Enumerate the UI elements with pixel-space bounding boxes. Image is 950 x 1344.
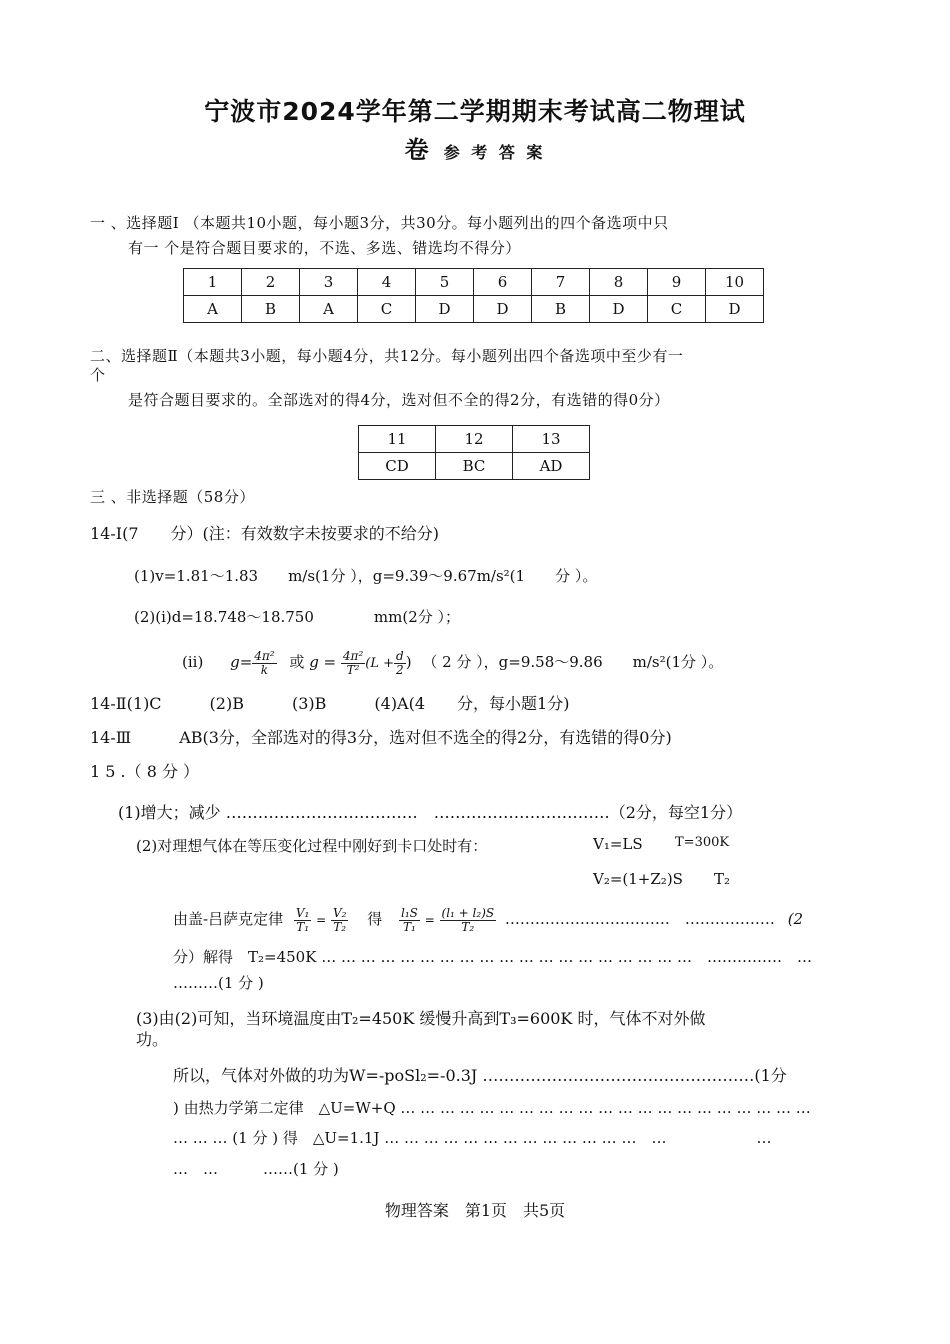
table-cell: 3 <box>300 269 358 296</box>
table-cell: D <box>590 296 648 323</box>
frac-numerator: 4π² <box>342 648 364 663</box>
table-cell: A <box>184 296 242 323</box>
formula-L: (L + <box>365 656 394 671</box>
q15-part2-v2: V₂=(1+Z₂)S <box>593 870 683 888</box>
frac-denominator: T₂ <box>333 919 347 934</box>
table-cell: C <box>358 296 416 323</box>
q15-part2-solve-score: ………(1 分 ) <box>173 974 264 992</box>
q15-part3-line4: ) 由热力学第二定律 △U=W+Q … … … … … … … … … … … … … … … … … … … … … <box>173 1099 811 1117</box>
frac-denominator: T₁ <box>403 919 416 934</box>
q14-1-heading: 14-I(7 分）(注：有效数字未按要求的不给分) <box>90 524 439 543</box>
section1-line1: 一 、选择题Ⅰ （本题共10小题，每小题3分，共30分。每小题列出的四个备选项中只 <box>90 214 669 232</box>
frac-numerator: l₁S <box>401 905 418 920</box>
section2-line2: 是符合题目要求的。全部选对的得4分，选对但不全的得2分，有选错的得0分） <box>128 391 670 409</box>
equals-sign: = <box>424 913 435 927</box>
fraction-4pi2-over-T2 <box>341 650 365 677</box>
q15-part2-law-line <box>173 898 803 941</box>
fraction-l1l2S-T2 <box>440 907 497 934</box>
table-cell: 13 <box>513 426 590 453</box>
q15-heading: 1 5 .（ 8 分 ） <box>90 762 200 781</box>
q15-part3-line3: 所以，气体对外做的功为W=-poSl₂=-0.3J ……………………………………………(1分 <box>173 1066 787 1085</box>
fraction-d-over-2 <box>394 650 406 677</box>
table-cell: B <box>242 296 300 323</box>
frac-denominator: T₂ <box>461 919 475 934</box>
subtitle-big-char: 卷 <box>404 136 429 164</box>
q14-2: 14-Ⅱ(1)C (2)B (3)B (4)A(4 分，每小题1分) <box>90 694 570 713</box>
frac-numerator: 4π² <box>254 648 275 663</box>
q14-1-ii-label: (ii) <box>182 653 204 671</box>
table-row-answers <box>184 296 764 323</box>
fraction-l1S-T1 <box>399 907 420 934</box>
subtitle-rest: 参 考 答 案 <box>443 143 546 162</box>
section2-line1: 二、选择题Ⅱ（本题共3小题，每小题4分，共12分。每小题列出四个备选项中至少有一 <box>90 347 684 365</box>
q14-3: 14-Ⅲ AB(3分，全部选对的得3分，选对但不选全的得2分，有选错的得0分) <box>90 728 672 747</box>
q15-part2-v1: V₁=LS <box>593 835 643 853</box>
q15-part3-line1: (3)由(2)可知，当环境温度由T₂=450K 缓慢升高到T₃=600K 时，气体不对外做 <box>136 1009 706 1028</box>
q14-1-ii-rest: （ 2 分 ），g=9.58～9.86 m/s²(1分 ）。 <box>422 653 724 671</box>
table-cell: 2 <box>242 269 300 296</box>
q15-part2-line1: (2)对理想气体在等压变化过程中刚好到卡口处时有： <box>136 837 488 855</box>
table-cell: D <box>416 296 474 323</box>
page-title: 宁波市2024学年第二学期期末考试高二物理试 <box>204 97 746 126</box>
table-cell: D <box>474 296 532 323</box>
table-cell: 10 <box>706 269 764 296</box>
q15-part3-line6: … … ……(1 分 ) <box>173 1160 339 1178</box>
table-cell: 5 <box>416 269 474 296</box>
law-label: 由盖-吕萨克定律 <box>173 910 284 928</box>
section1-line2: 有一 个是符合题目要求的，不选、多选、错选均不得分） <box>128 239 521 257</box>
law-score: (2 <box>787 910 804 928</box>
formula-g2: g = <box>309 653 337 671</box>
frac-numerator: d <box>396 648 404 663</box>
frac-denominator: k <box>260 662 269 677</box>
table-row-numbers <box>359 426 590 453</box>
fraction-V2-T2 <box>331 907 348 934</box>
table-cell: 8 <box>590 269 648 296</box>
table-cell: 12 <box>436 426 513 453</box>
table-cell: 11 <box>359 426 436 453</box>
table-cell: D <box>706 296 764 323</box>
table-row-numbers <box>184 269 764 296</box>
table-cell: B <box>532 296 590 323</box>
section3-heading: 三 、非选择题（58分） <box>90 488 255 506</box>
table-cell: 9 <box>648 269 706 296</box>
q15-part2-t2: T₂ <box>714 870 731 888</box>
frac-numerator: (l₁ + l₂)S <box>441 905 495 920</box>
table-cell: C <box>648 296 706 323</box>
formula-g1: g= <box>230 653 253 671</box>
q14-1-part-ii <box>182 640 723 686</box>
fraction-4pi2-over-k <box>252 650 276 677</box>
fraction-V1-T1 <box>294 907 311 934</box>
q15-part1: (1)增大；减少 ……………………………… ……………………………（2分，每空1分） <box>118 803 743 822</box>
table-cell: A <box>300 296 358 323</box>
q14-1-part2: (2)(i)d=18.748～18.750 mm(2分 ）； <box>134 608 461 626</box>
frac-numerator: V₁ <box>295 905 310 920</box>
q15-part2-solve: 分）解得 T₂=450K … … … … … … … … … … … … … … … … … … … …………… … <box>173 948 813 966</box>
table-cell: CD <box>359 453 436 480</box>
frac-denominator: T² <box>346 662 360 677</box>
q15-part3-line2: 功。 <box>136 1030 169 1049</box>
section2-line1b: 个 <box>90 366 106 384</box>
section2-answer-table <box>358 425 590 480</box>
de-label: 得 <box>367 910 383 928</box>
table-cell: 4 <box>358 269 416 296</box>
table-row-answers <box>359 453 590 480</box>
formula-close: ) <box>405 653 412 671</box>
table-cell: 7 <box>532 269 590 296</box>
frac-denominator: T₁ <box>296 919 310 934</box>
q15-part3-line5: … … … (1 分 ) 得 △U=1.1J … … … … … … … … … … … … … … … <box>173 1129 772 1147</box>
table-cell: 1 <box>184 269 242 296</box>
equals-sign: = <box>316 913 327 927</box>
table-cell: AD <box>513 453 590 480</box>
frac-denominator: 2 <box>396 662 404 677</box>
formula-or: 或 <box>289 653 305 671</box>
page-footer: 物理答案 第1页 共5页 <box>384 1201 566 1220</box>
table-cell: 6 <box>474 269 532 296</box>
frac-numerator: V₂ <box>332 905 347 920</box>
law-dots: …………………………… ……………… <box>504 910 775 928</box>
q14-1-part1: (1)v=1.81～1.83 m/s(1分 ），g=9.39～9.67m/s²(1 分 ）。 <box>134 567 598 585</box>
q15-part2-t1: T=300K <box>675 835 730 850</box>
table-cell: BC <box>436 453 513 480</box>
page-subtitle <box>0 130 950 165</box>
section1-answer-table <box>183 268 764 323</box>
